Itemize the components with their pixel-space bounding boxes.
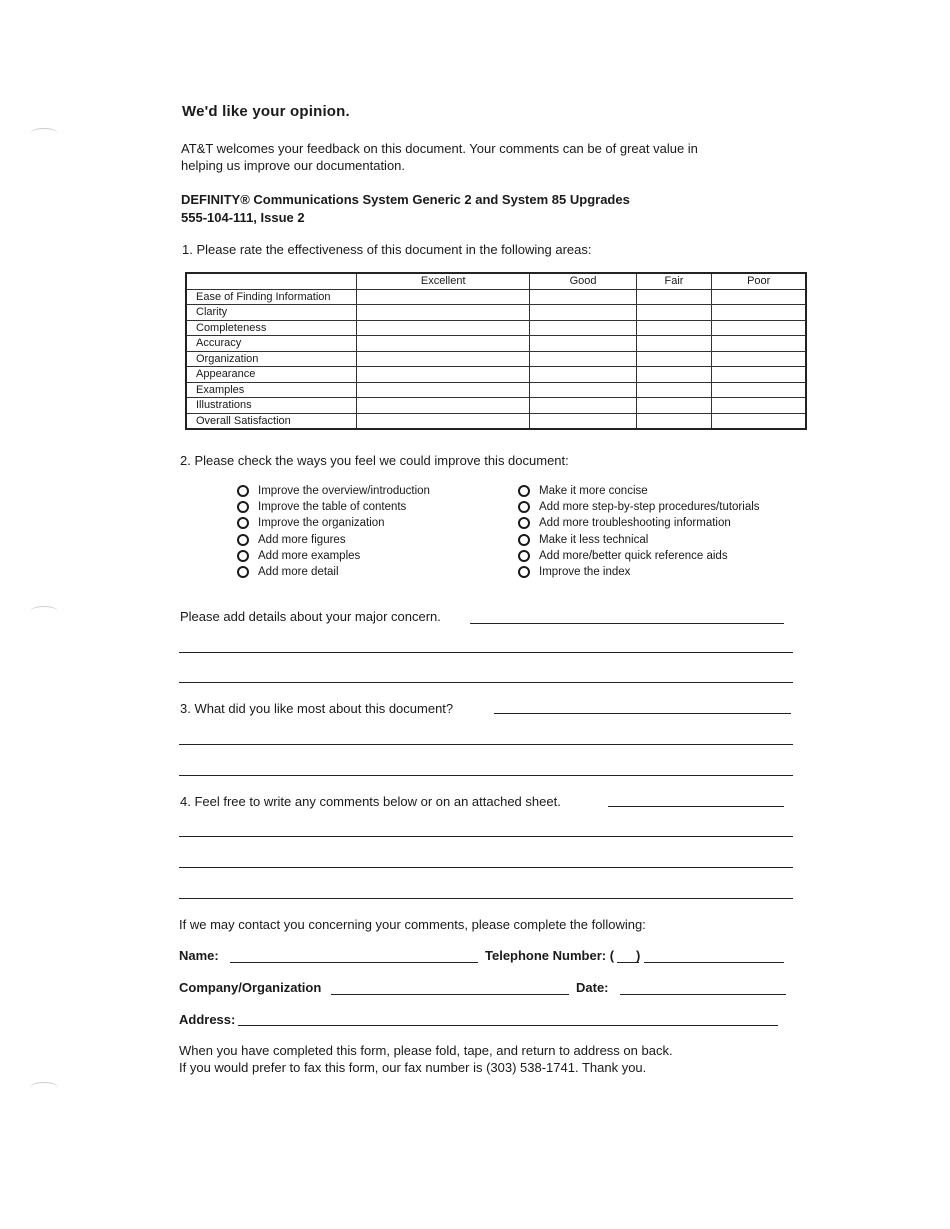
rating-cell-excellent[interactable] bbox=[357, 320, 530, 336]
rating-cell-good[interactable] bbox=[530, 382, 636, 398]
option-label: Make it more concise bbox=[539, 485, 648, 498]
option-label: Add more detail bbox=[258, 566, 339, 579]
address-label: Address: bbox=[179, 1012, 236, 1027]
question-1: 1. Please rate the effectiveness of this document in the following areas: bbox=[182, 242, 592, 257]
radio-circle-icon[interactable] bbox=[237, 550, 249, 562]
rating-cell-fair[interactable] bbox=[636, 367, 712, 383]
radio-circle-icon[interactable] bbox=[518, 485, 530, 497]
option-label: Add more/better quick reference aids bbox=[539, 549, 728, 562]
rating-row-label: Overall Satisfaction bbox=[186, 413, 357, 429]
closing-line-2: If you would prefer to fax this form, our fax number is (303) 538-1741. Thank you. bbox=[179, 1060, 647, 1075]
scan-mark bbox=[30, 128, 58, 139]
contact-intro: If we may contact you concerning your comments, please complete the following: bbox=[179, 917, 646, 932]
rating-row-label: Clarity bbox=[186, 305, 357, 321]
q4-line-4[interactable] bbox=[179, 898, 793, 899]
q4-line-1[interactable] bbox=[608, 806, 784, 807]
option-label: Improve the index bbox=[539, 566, 631, 579]
rating-cell-poor[interactable] bbox=[712, 413, 806, 429]
q4-line-2[interactable] bbox=[179, 836, 793, 837]
scan-mark bbox=[30, 606, 58, 617]
rating-header-blank bbox=[186, 273, 357, 289]
phone-field[interactable] bbox=[644, 962, 784, 963]
rating-header-good: Good bbox=[530, 273, 636, 289]
intro-text bbox=[181, 140, 781, 174]
name-field[interactable] bbox=[230, 962, 478, 963]
address-field[interactable] bbox=[238, 1025, 778, 1026]
rating-cell-excellent[interactable] bbox=[357, 382, 530, 398]
rating-row-label: Completeness bbox=[186, 320, 357, 336]
rating-cell-poor[interactable] bbox=[712, 351, 806, 367]
rating-row bbox=[186, 398, 806, 414]
rating-cell-excellent[interactable] bbox=[357, 289, 530, 305]
question-4: 4. Feel free to write any comments below or on an attached sheet. bbox=[180, 794, 561, 809]
document-number: 555-104-111, Issue 2 bbox=[181, 210, 305, 225]
improvement-option[interactable] bbox=[518, 564, 760, 580]
intro-line-2: helping us improve our documentation. bbox=[181, 158, 406, 173]
rating-cell-good[interactable] bbox=[530, 336, 636, 352]
rating-cell-fair[interactable] bbox=[636, 320, 712, 336]
name-label: Name: bbox=[179, 948, 219, 963]
rating-cell-excellent[interactable] bbox=[357, 367, 530, 383]
option-label: Add more step-by-step procedures/tutorials bbox=[539, 501, 760, 514]
radio-circle-icon[interactable] bbox=[518, 501, 530, 513]
radio-circle-icon[interactable] bbox=[518, 550, 530, 562]
rating-header-poor: Poor bbox=[712, 273, 806, 289]
improvement-option[interactable] bbox=[237, 564, 430, 580]
rating-row-label: Ease of Finding Information bbox=[186, 289, 357, 305]
rating-cell-fair[interactable] bbox=[636, 305, 712, 321]
rating-cell-fair[interactable] bbox=[636, 398, 712, 414]
rating-cell-fair[interactable] bbox=[636, 336, 712, 352]
company-field[interactable] bbox=[331, 994, 569, 995]
rating-row-label: Appearance bbox=[186, 367, 357, 383]
rating-cell-excellent[interactable] bbox=[357, 305, 530, 321]
improvement-option[interactable] bbox=[518, 483, 760, 499]
rating-cell-fair[interactable] bbox=[636, 382, 712, 398]
improvement-option[interactable] bbox=[518, 499, 760, 515]
company-label: Company/Organization bbox=[179, 980, 322, 995]
rating-cell-fair[interactable] bbox=[636, 351, 712, 367]
rating-cell-good[interactable] bbox=[530, 289, 636, 305]
option-label: Improve the table of contents bbox=[258, 501, 407, 514]
rating-cell-poor[interactable] bbox=[712, 382, 806, 398]
rating-row bbox=[186, 351, 806, 367]
details-label: Please add details about your major concern. bbox=[180, 609, 441, 624]
scan-mark bbox=[30, 1082, 58, 1093]
improvement-option[interactable] bbox=[237, 532, 430, 548]
rating-row-label: Examples bbox=[186, 382, 357, 398]
rating-row bbox=[186, 367, 806, 383]
rating-cell-good[interactable] bbox=[530, 320, 636, 336]
rating-cell-excellent[interactable] bbox=[357, 413, 530, 429]
q3-line-1[interactable] bbox=[494, 713, 791, 714]
option-label: Improve the organization bbox=[258, 517, 385, 530]
rating-cell-excellent[interactable] bbox=[357, 351, 530, 367]
rating-header-row bbox=[186, 273, 806, 289]
rating-cell-poor[interactable] bbox=[712, 367, 806, 383]
closing-text bbox=[179, 1042, 673, 1076]
rating-cell-good[interactable] bbox=[530, 351, 636, 367]
rating-cell-fair[interactable] bbox=[636, 413, 712, 429]
radio-circle-icon[interactable] bbox=[518, 517, 530, 529]
option-label: Make it less technical bbox=[539, 533, 649, 546]
rating-cell-poor[interactable] bbox=[712, 336, 806, 352]
improvement-option[interactable] bbox=[237, 483, 430, 499]
details-line-2[interactable] bbox=[179, 652, 793, 653]
rating-header-excellent: Excellent bbox=[357, 273, 530, 289]
rating-row-label: Accuracy bbox=[186, 336, 357, 352]
rating-row bbox=[186, 320, 806, 336]
rating-cell-poor[interactable] bbox=[712, 305, 806, 321]
radio-circle-icon[interactable] bbox=[237, 485, 249, 497]
rating-cell-good[interactable] bbox=[530, 398, 636, 414]
q3-line-2[interactable] bbox=[179, 744, 793, 745]
option-label: Add more examples bbox=[258, 549, 361, 562]
rating-cell-poor[interactable] bbox=[712, 320, 806, 336]
rating-cell-excellent[interactable] bbox=[357, 398, 530, 414]
question-3: 3. What did you like most about this document? bbox=[180, 701, 454, 716]
q4-line-3[interactable] bbox=[179, 867, 793, 868]
radio-circle-icon[interactable] bbox=[518, 566, 530, 578]
rating-table bbox=[185, 272, 807, 430]
radio-circle-icon[interactable] bbox=[237, 534, 249, 546]
intro-line-1: AT&T welcomes your feedback on this document. Your comments can be of great value in bbox=[181, 141, 698, 156]
closing-line-1: When you have completed this form, please fold, tape, and return to address on back. bbox=[179, 1043, 673, 1058]
rating-row bbox=[186, 305, 806, 321]
improvement-option[interactable] bbox=[237, 515, 430, 531]
rating-cell-poor[interactable] bbox=[712, 398, 806, 414]
rating-row-label: Organization bbox=[186, 351, 357, 367]
rating-row bbox=[186, 413, 806, 429]
radio-circle-icon[interactable] bbox=[237, 501, 249, 513]
details-line-1[interactable] bbox=[470, 623, 784, 624]
rating-row bbox=[186, 289, 806, 305]
rating-row bbox=[186, 336, 806, 352]
rating-cell-good[interactable] bbox=[530, 367, 636, 383]
option-label: Add more troubleshooting information bbox=[539, 517, 731, 530]
options-right bbox=[518, 483, 760, 580]
date-field[interactable] bbox=[620, 994, 786, 995]
details-line-3[interactable] bbox=[179, 682, 793, 683]
q3-line-3[interactable] bbox=[179, 775, 793, 776]
option-label: Improve the overview/introduction bbox=[258, 485, 430, 498]
radio-circle-icon[interactable] bbox=[237, 566, 249, 578]
radio-circle-icon[interactable] bbox=[518, 534, 530, 546]
improvement-option[interactable] bbox=[518, 515, 760, 531]
rating-cell-poor[interactable] bbox=[712, 289, 806, 305]
rating-cell-good[interactable] bbox=[530, 413, 636, 429]
question-2: 2. Please check the ways you feel we could improve this document: bbox=[180, 453, 569, 468]
date-label: Date: bbox=[576, 980, 609, 995]
rating-row bbox=[186, 382, 806, 398]
document-title bbox=[181, 191, 630, 227]
option-label: Add more figures bbox=[258, 533, 346, 546]
improvement-option[interactable] bbox=[518, 548, 760, 564]
radio-circle-icon[interactable] bbox=[237, 517, 249, 529]
document-name: DEFINITY® Communications System Generic 2 and System 85 Upgrades bbox=[181, 192, 630, 207]
rating-header-fair: Fair bbox=[636, 273, 712, 289]
options-left bbox=[237, 483, 430, 580]
phone-close-paren: ) bbox=[636, 948, 641, 963]
improvement-option[interactable] bbox=[518, 532, 760, 548]
improvement-option[interactable] bbox=[237, 548, 430, 564]
rating-cell-good[interactable] bbox=[530, 305, 636, 321]
rating-cell-fair[interactable] bbox=[636, 289, 712, 305]
rating-cell-excellent[interactable] bbox=[357, 336, 530, 352]
page-title: We'd like your opinion. bbox=[182, 103, 350, 120]
improvement-option[interactable] bbox=[237, 499, 430, 515]
rating-row-label: Illustrations bbox=[186, 398, 357, 414]
phone-label: Telephone Number: ( bbox=[485, 948, 615, 963]
